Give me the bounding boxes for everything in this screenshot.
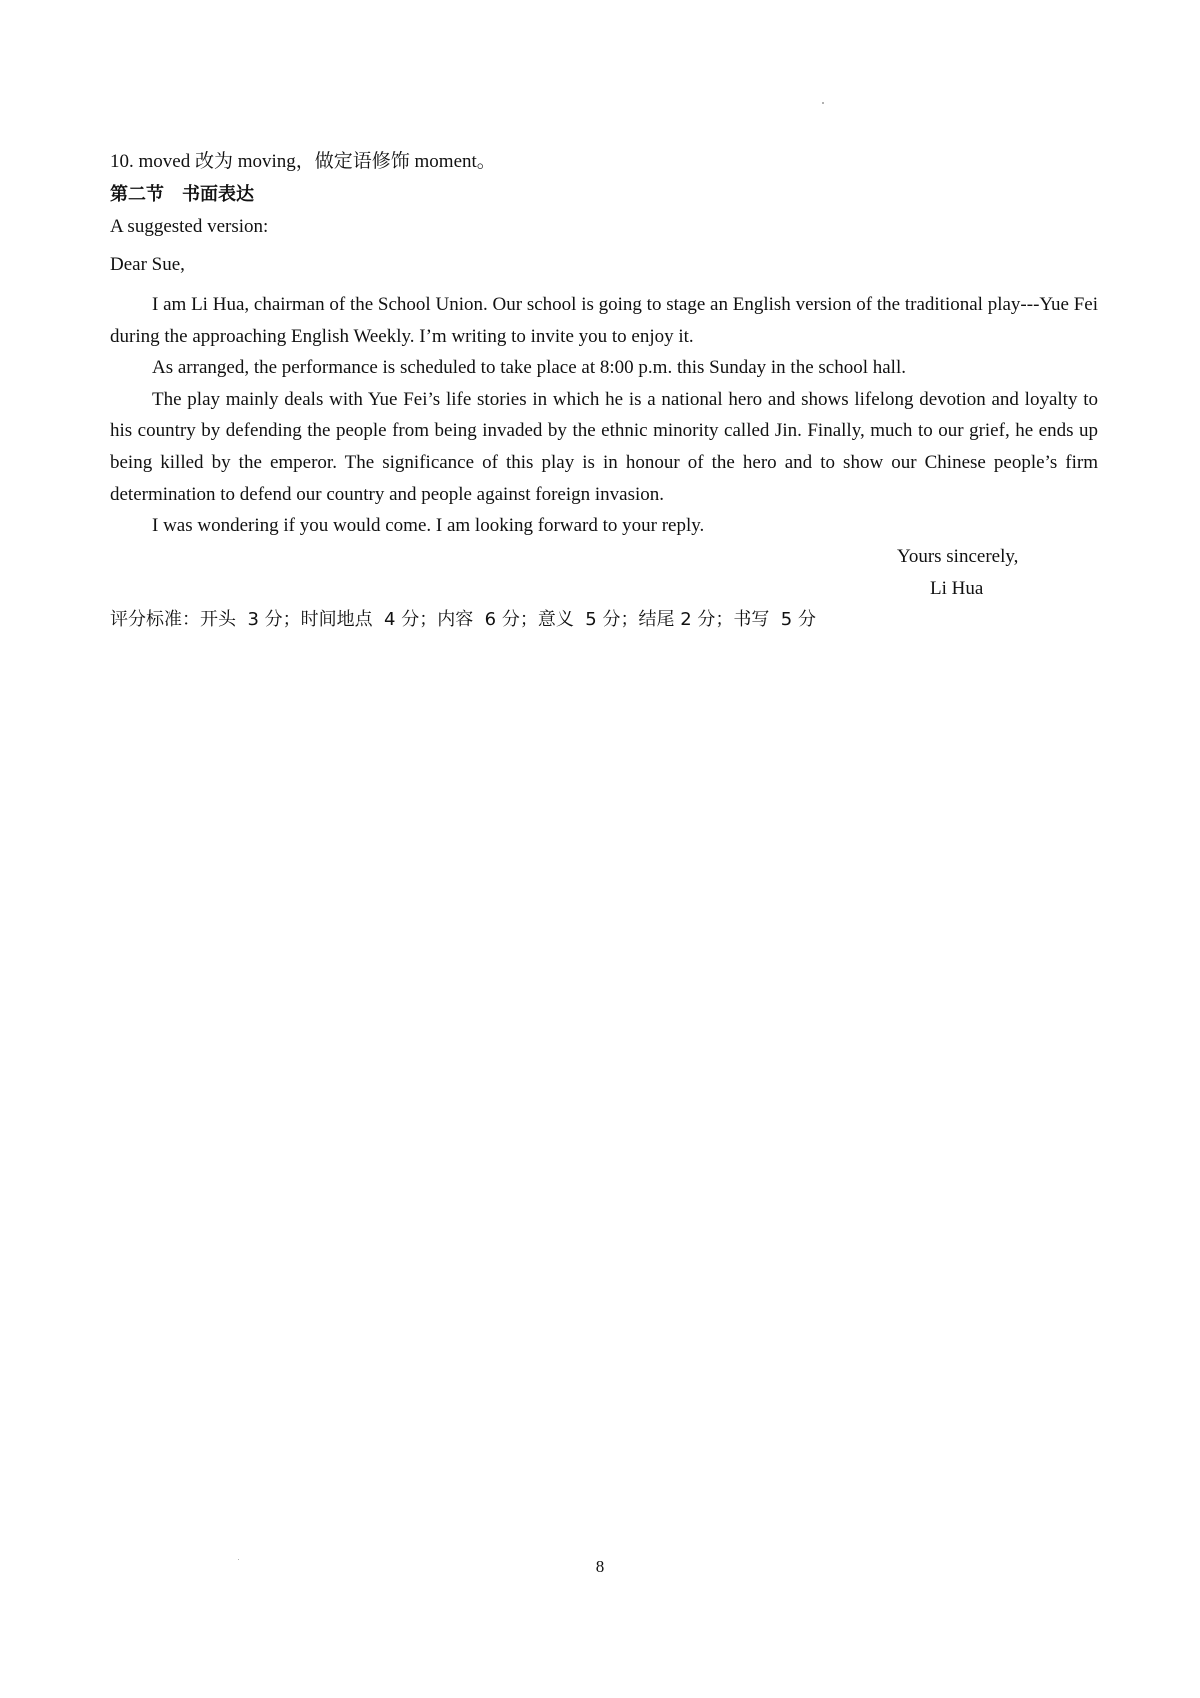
- answer-note: 10. moved 改为 moving，做定语修饰 moment。: [110, 151, 496, 172]
- letter-paragraph: I was wondering if you would come. I am looking forward to your reply.: [152, 515, 705, 537]
- page-number: 8: [595, 1557, 605, 1576]
- section-heading: 第二节 书面表达: [110, 184, 254, 205]
- letter-paragraph: As arranged, the performance is scheduled to take place at 8:00 p.m. this Sunday in the school hall.: [152, 357, 906, 379]
- letter-paragraph: I am Li Hua, chairman of the School Union. Our school is going to stage an English version of the traditional play---Yue Fei during the approaching English Weekly. I’m writing to invite you to enjoy it.: [110, 294, 1098, 347]
- scoring-criteria: 评分标准：开头 3 分；时间地点 4 分；内容 6 分；意义 5 分；结尾 2 分；书写 5 分: [110, 609, 816, 630]
- letter-paragraph: The play mainly deals with Yue Fei’s life stories in which he is a national hero and shows lifelong devotion and loyalty to his country by defending the people from being invaded by the ethnic minority called Jin. Finally, much to our grief, he ends up being killed by the emperor. The significance of this play is in honour of the hero and to show our Chinese people’s firm determination to defend our country and people against foreign invasion.: [110, 388, 1098, 505]
- letter-body: [110, 289, 1098, 542]
- version-label: A suggested version:: [110, 216, 269, 237]
- letter-closing: Yours sincerely,: [897, 546, 1019, 567]
- letter-signature: Li Hua: [930, 578, 984, 599]
- scan-speck: [822, 102, 824, 104]
- letter-salutation: Dear Sue,: [110, 254, 185, 275]
